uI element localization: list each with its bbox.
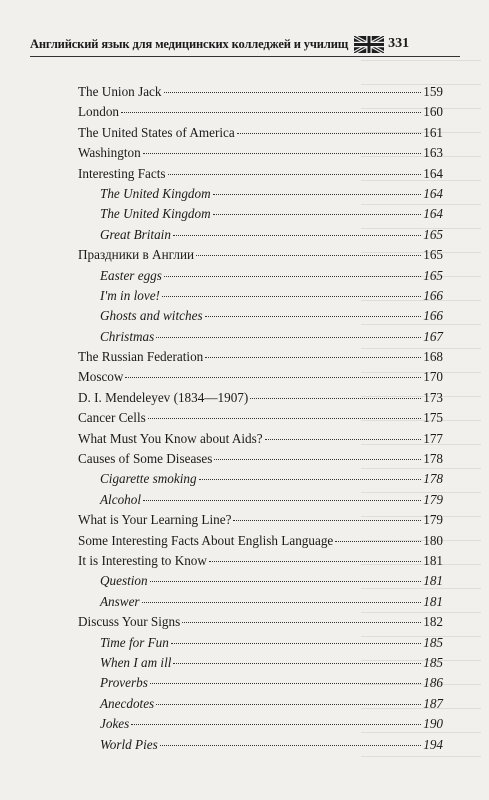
- toc-subentry: [78, 490, 443, 510]
- dot-leader: [143, 153, 422, 154]
- dot-leader: [173, 235, 421, 236]
- dot-leader: [173, 663, 421, 664]
- toc-entry: [78, 82, 443, 102]
- toc-subentry: [78, 204, 443, 224]
- toc-entry-title: Ghosts and witches: [100, 308, 203, 324]
- toc-entry-page: 164: [423, 165, 443, 181]
- dot-leader: [199, 479, 422, 480]
- toc-entry: [78, 245, 443, 265]
- toc-subentry: [78, 592, 443, 612]
- dot-leader: [214, 459, 421, 460]
- toc-entry: [78, 164, 443, 184]
- toc-entry-page: 190: [423, 716, 443, 732]
- toc-entry: [78, 429, 443, 449]
- toc-entry-page: 177: [423, 430, 443, 446]
- toc-entry-title: Cancer Cells: [78, 410, 146, 426]
- toc-entry-page: 163: [423, 145, 443, 161]
- toc-entry-title: Interesting Facts: [78, 165, 166, 181]
- toc-entry-title: Moscow: [78, 369, 124, 385]
- dot-leader: [335, 541, 421, 542]
- dot-leader: [196, 255, 421, 256]
- toc-entry-page: 170: [423, 369, 443, 385]
- header-rule: [30, 56, 460, 57]
- toc-entry-page: 180: [423, 532, 443, 548]
- toc-subentry: [78, 266, 443, 286]
- dot-leader: [150, 683, 421, 684]
- dot-leader: [265, 439, 422, 440]
- header-title: Английский язык для медицинских колледжей и училищ: [30, 36, 349, 51]
- page-number: 331: [388, 36, 410, 51]
- dot-leader: [250, 398, 421, 399]
- toc-subentry: [78, 225, 443, 245]
- toc-entry-title: Anecdotes: [100, 695, 155, 711]
- toc-entry: [78, 102, 443, 122]
- dot-leader: [150, 581, 422, 582]
- toc-entry: [78, 367, 443, 387]
- toc-entry-page: 161: [423, 124, 443, 140]
- toc-entry-page: 165: [423, 267, 443, 283]
- toc-entry: [78, 143, 443, 163]
- toc-entry-page: 178: [423, 451, 443, 467]
- toc-entry-page: 173: [423, 389, 443, 405]
- toc-entry-page: 179: [423, 491, 443, 507]
- toc-entry-title: Easter eggs: [100, 267, 162, 283]
- toc-entry-title: Question: [100, 573, 148, 589]
- toc-entry: [78, 612, 443, 632]
- toc-subentry: [78, 714, 443, 734]
- toc-subentry: [78, 571, 443, 591]
- uk-flag-icon: [354, 36, 384, 53]
- toc-subentry: [78, 673, 443, 693]
- dot-leader: [125, 377, 421, 378]
- dot-leader: [182, 622, 421, 623]
- dot-leader: [156, 337, 421, 338]
- dot-leader: [213, 194, 422, 195]
- toc-entry-title: Great Britain: [100, 226, 171, 242]
- toc-entry-title: The Union Jack: [78, 84, 162, 99]
- dot-leader: [148, 418, 421, 419]
- toc-entry-title: Праздники в Англии: [78, 247, 195, 263]
- toc-entry-page: 179: [423, 512, 443, 528]
- table-of-contents: [78, 82, 443, 755]
- toc-entry-title: Time for Fun: [100, 634, 169, 650]
- toc-entry: [78, 551, 443, 571]
- toc-entry-title: I'm in love!: [100, 287, 160, 303]
- dot-leader: [162, 296, 421, 297]
- toc-entry: [78, 531, 443, 551]
- dot-leader: [156, 704, 421, 705]
- toc-entry-page: 167: [423, 328, 443, 344]
- toc-entry-title: Alcohol: [100, 491, 142, 507]
- dot-leader: [164, 92, 422, 93]
- toc-entry-title: What Must You Know about Aids?: [78, 430, 263, 446]
- toc-entry-title: What is Your Learning Line?: [78, 512, 232, 528]
- toc-entry-title: Jokes: [100, 716, 130, 732]
- toc-entry: [78, 510, 443, 530]
- toc-entry-page: 186: [423, 675, 443, 691]
- toc-entry: [78, 449, 443, 469]
- toc-subentry: [78, 306, 443, 326]
- toc-entry-page: 182: [423, 614, 443, 630]
- toc-entry-page: 175: [423, 410, 443, 426]
- running-header: [30, 34, 460, 54]
- dot-leader: [213, 214, 422, 215]
- toc-entry: [78, 347, 443, 367]
- toc-subentry: [78, 735, 443, 755]
- toc-entry-title: Proverbs: [100, 675, 148, 691]
- dot-leader: [121, 112, 421, 113]
- dot-leader: [142, 602, 422, 603]
- toc-entry-title: Cigarette smoking: [100, 471, 197, 487]
- toc-entry: [78, 408, 443, 428]
- toc-entry-title: London: [78, 104, 120, 120]
- toc-entry-title: The United States of America: [78, 124, 235, 140]
- toc-entry-title: The United Kingdom: [100, 206, 211, 222]
- toc-entry-page: 187: [423, 695, 443, 711]
- toc-entry-title: Discuss Your Signs: [78, 614, 181, 630]
- toc-entry-page: 164: [423, 185, 443, 201]
- toc-entry-page: 181: [423, 573, 443, 589]
- dot-leader: [209, 561, 421, 562]
- toc-subentry: [78, 327, 443, 347]
- toc-entry-title: It is Interesting to Know: [78, 552, 207, 568]
- dot-leader: [205, 316, 422, 317]
- toc-entry-page: 166: [423, 287, 443, 303]
- toc-entry-page: 166: [423, 308, 443, 324]
- dot-leader: [237, 133, 421, 134]
- toc-entry-title: Answer: [100, 593, 140, 609]
- toc-entry-page: 168: [423, 349, 443, 365]
- toc-entry: [78, 123, 443, 143]
- toc-subentry: [78, 469, 443, 489]
- toc-entry-page: 181: [423, 552, 443, 568]
- toc-entry-title: Washington: [78, 145, 141, 161]
- toc-entry-page: 164: [423, 206, 443, 222]
- dot-leader: [143, 500, 421, 501]
- dot-leader: [171, 643, 421, 644]
- toc-entry-title: The United Kingdom: [100, 185, 211, 201]
- toc-entry-title: The Russian Federation: [78, 349, 204, 365]
- toc-subentry: [78, 286, 443, 306]
- dot-leader: [168, 174, 422, 175]
- dot-leader: [205, 357, 421, 358]
- toc-subentry: [78, 653, 443, 673]
- toc-entry-title: Causes of Some Diseases: [78, 451, 213, 467]
- toc-entry-page: 159: [423, 84, 443, 99]
- toc-entry-title: When I am ill: [100, 654, 172, 670]
- toc-entry-page: 160: [423, 104, 443, 120]
- toc-entry-title: D. I. Mendeleyev (1834—1907): [78, 389, 249, 405]
- toc-subentry: [78, 694, 443, 714]
- toc-entry-page: 165: [423, 247, 443, 263]
- toc-entry-title: World Pies: [100, 736, 158, 752]
- dot-leader: [164, 276, 421, 277]
- dot-leader: [131, 724, 421, 725]
- toc-subentry: [78, 184, 443, 204]
- toc-entry-page: 181: [423, 593, 443, 609]
- toc-entry-page: 185: [423, 634, 443, 650]
- toc-entry-page: 194: [423, 736, 443, 752]
- dot-leader: [160, 745, 421, 746]
- dot-leader: [233, 520, 421, 521]
- toc-entry-page: 178: [423, 471, 443, 487]
- toc-entry-page: 185: [423, 654, 443, 670]
- toc-entry-page: 165: [423, 226, 443, 242]
- toc-entry-title: Some Interesting Facts About English Language: [78, 532, 334, 548]
- toc-entry-title: Christmas: [100, 328, 155, 344]
- toc-subentry: [78, 633, 443, 653]
- toc-entry: [78, 388, 443, 408]
